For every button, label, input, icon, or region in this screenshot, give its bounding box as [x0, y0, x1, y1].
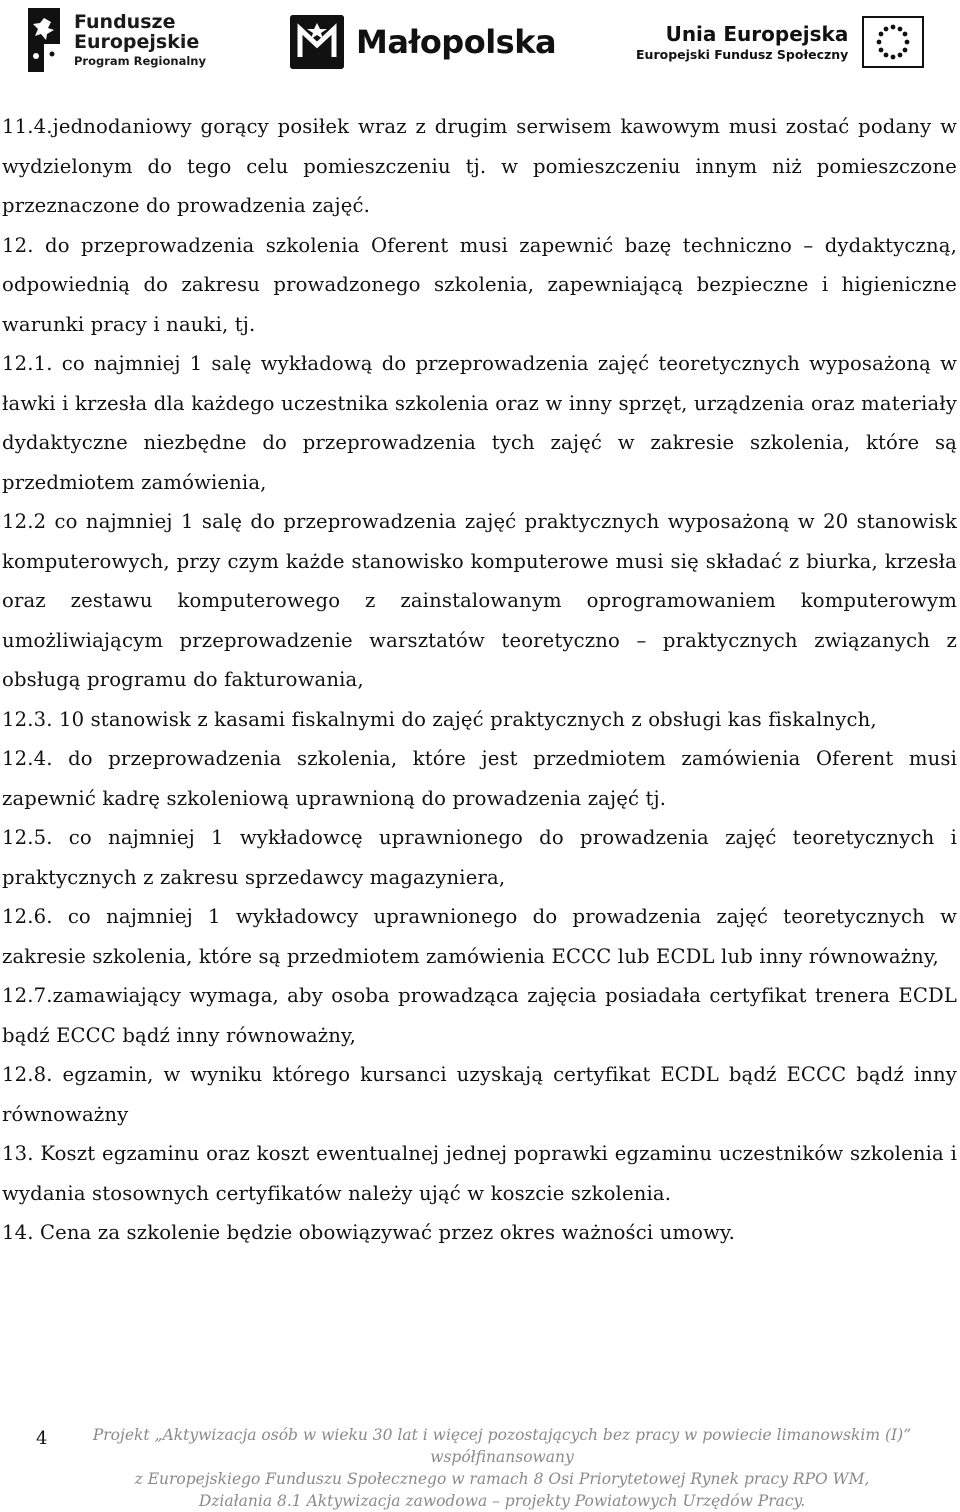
- page-number: 4: [36, 1428, 48, 1449]
- fe-logo-line3: Program Regionalny: [74, 53, 206, 68]
- fundusze-europejskie-emblem-icon: [24, 4, 64, 76]
- logo-header: [0, 0, 960, 90]
- paragraph-13: 13. Koszt egzaminu oraz koszt ewentualnej jednej poprawki egzaminu uczestników szkolenia i wydania stosownych certyfikatów należy ująć w koszcie szkolenia.: [2, 1142, 957, 1205]
- paragraph-12-2: 12.2 co najmniej 1 salę do przeprowadzenia zajęć praktycznych wyposażoną w 20 stanowisk komputerowych, przy czym każde stanowisko komputerowe musi się składać z biurka, krzesła oraz zestawu komputerowego z zainstalowanym oprogramowaniem komputerowym umożliwiającym przeprowadzenie warsztatów teoretyczno – praktycznych związanych z obsługą programu do fakturowania,: [2, 510, 957, 691]
- malopolska-emblem-icon: [290, 15, 344, 69]
- document-body: [2, 107, 957, 1253]
- paragraph-12-1: 12.1. co najmniej 1 salę wykładową do przeprowadzenia zajęć teoretycznych wyposażoną w ławki i krzesła dla każdego uczestnika szkolenia oraz w inny sprzęt, urządzenia oraz materiały dydaktyczne niezbędne do przeprowadzenia tych zajęć w zakresie szkolenia, które są przedmiotem zamówienia,: [2, 352, 957, 494]
- paragraph-12-8: 12.8. egzamin, w wyniku którego kursanci uzyskają certyfikat ECDL bądź ECCC bądź inny równoważny: [2, 1063, 957, 1126]
- fe-logo-line1: Fundusze: [74, 11, 176, 34]
- paragraph-14: 14. Cena za szkolenie będzie obowiązywać przez okres ważności umowy.: [2, 1221, 736, 1244]
- ue-logo-line2: Europejski Fundusz Społeczny: [636, 46, 849, 62]
- paragraph-12-6: 12.6. co najmniej 1 wykładowcy uprawnionego do prowadzenia zajęć teoretycznych w zakresie szkolenia, które są przedmiotem zamówienia ECCC lub ECDL lub inny równoważny,: [2, 905, 957, 968]
- footer-project-note: [48, 1424, 956, 1512]
- footer-line-2: z Europejskiego Funduszu Społecznego w ramach 8 Osi Priorytetowej Rynek pracy RPO WM,: [134, 1470, 870, 1488]
- footer-line-1: Projekt „Aktywizacja osób w wieku 30 lat i więcej pozostających bez pracy w powiecie limanowskim (I)” współfinansowany: [92, 1426, 912, 1466]
- paragraph-12-4: 12.4. do przeprowadzenia szkolenia, które jest przedmiotem zamówienia Oferent musi zapewnić kadrę szkoleniową uprawnioną do prowadzenia zajęć tj.: [2, 747, 957, 810]
- malopolska-logo: [290, 14, 556, 70]
- paragraph-12-3: 12.3. 10 stanowisk z kasami fiskalnymi do zajęć praktycznych z obsługi kas fiskalnych,: [2, 707, 877, 731]
- fe-logo-line2: Europejskie: [74, 30, 200, 53]
- paragraph-12: 12. do przeprowadzenia szkolenia Oferent musi zapewnić bazę techniczno – dydaktyczną, odpowiednią do zakresu prowadzonego szkolenia, zapewniającą bezpieczne i higieniczne warunki pracy i nauki, tj.: [2, 233, 957, 336]
- paragraph-11-4: 11.4.jednodaniowy gorący posiłek wraz z drugim serwisem kawowym musi zostać podany w wydzielonym do tego celu pomieszczeniu tj. w pomieszczeniu innym niż pomieszczone przeznaczone do prowadzenia zajęć.: [2, 115, 957, 217]
- eu-flag-icon: [862, 16, 924, 68]
- malopolska-logo-text: Małopolska: [356, 23, 557, 61]
- unia-europejska-logo: [636, 12, 924, 72]
- fundusze-europejskie-logo: [24, 2, 206, 78]
- paragraph-12-5: 12.5. co najmniej 1 wykładowcę uprawnionego do prowadzenia zajęć teoretycznych i praktycznych z zakresu sprzedawcy magazyniera,: [2, 826, 957, 889]
- ue-logo-line1: Unia Europejska: [665, 21, 849, 46]
- paragraph-12-7: 12.7.zamawiający wymaga, aby osoba prowadząca zajęcia posiadała certyfikat trenera ECDL bądź ECCC bądź inny równoważny,: [2, 984, 957, 1047]
- footer-line-3: Działania 8.1 Aktywizacja zawodowa – projekty Powiatowych Urzędów Pracy.: [198, 1492, 806, 1510]
